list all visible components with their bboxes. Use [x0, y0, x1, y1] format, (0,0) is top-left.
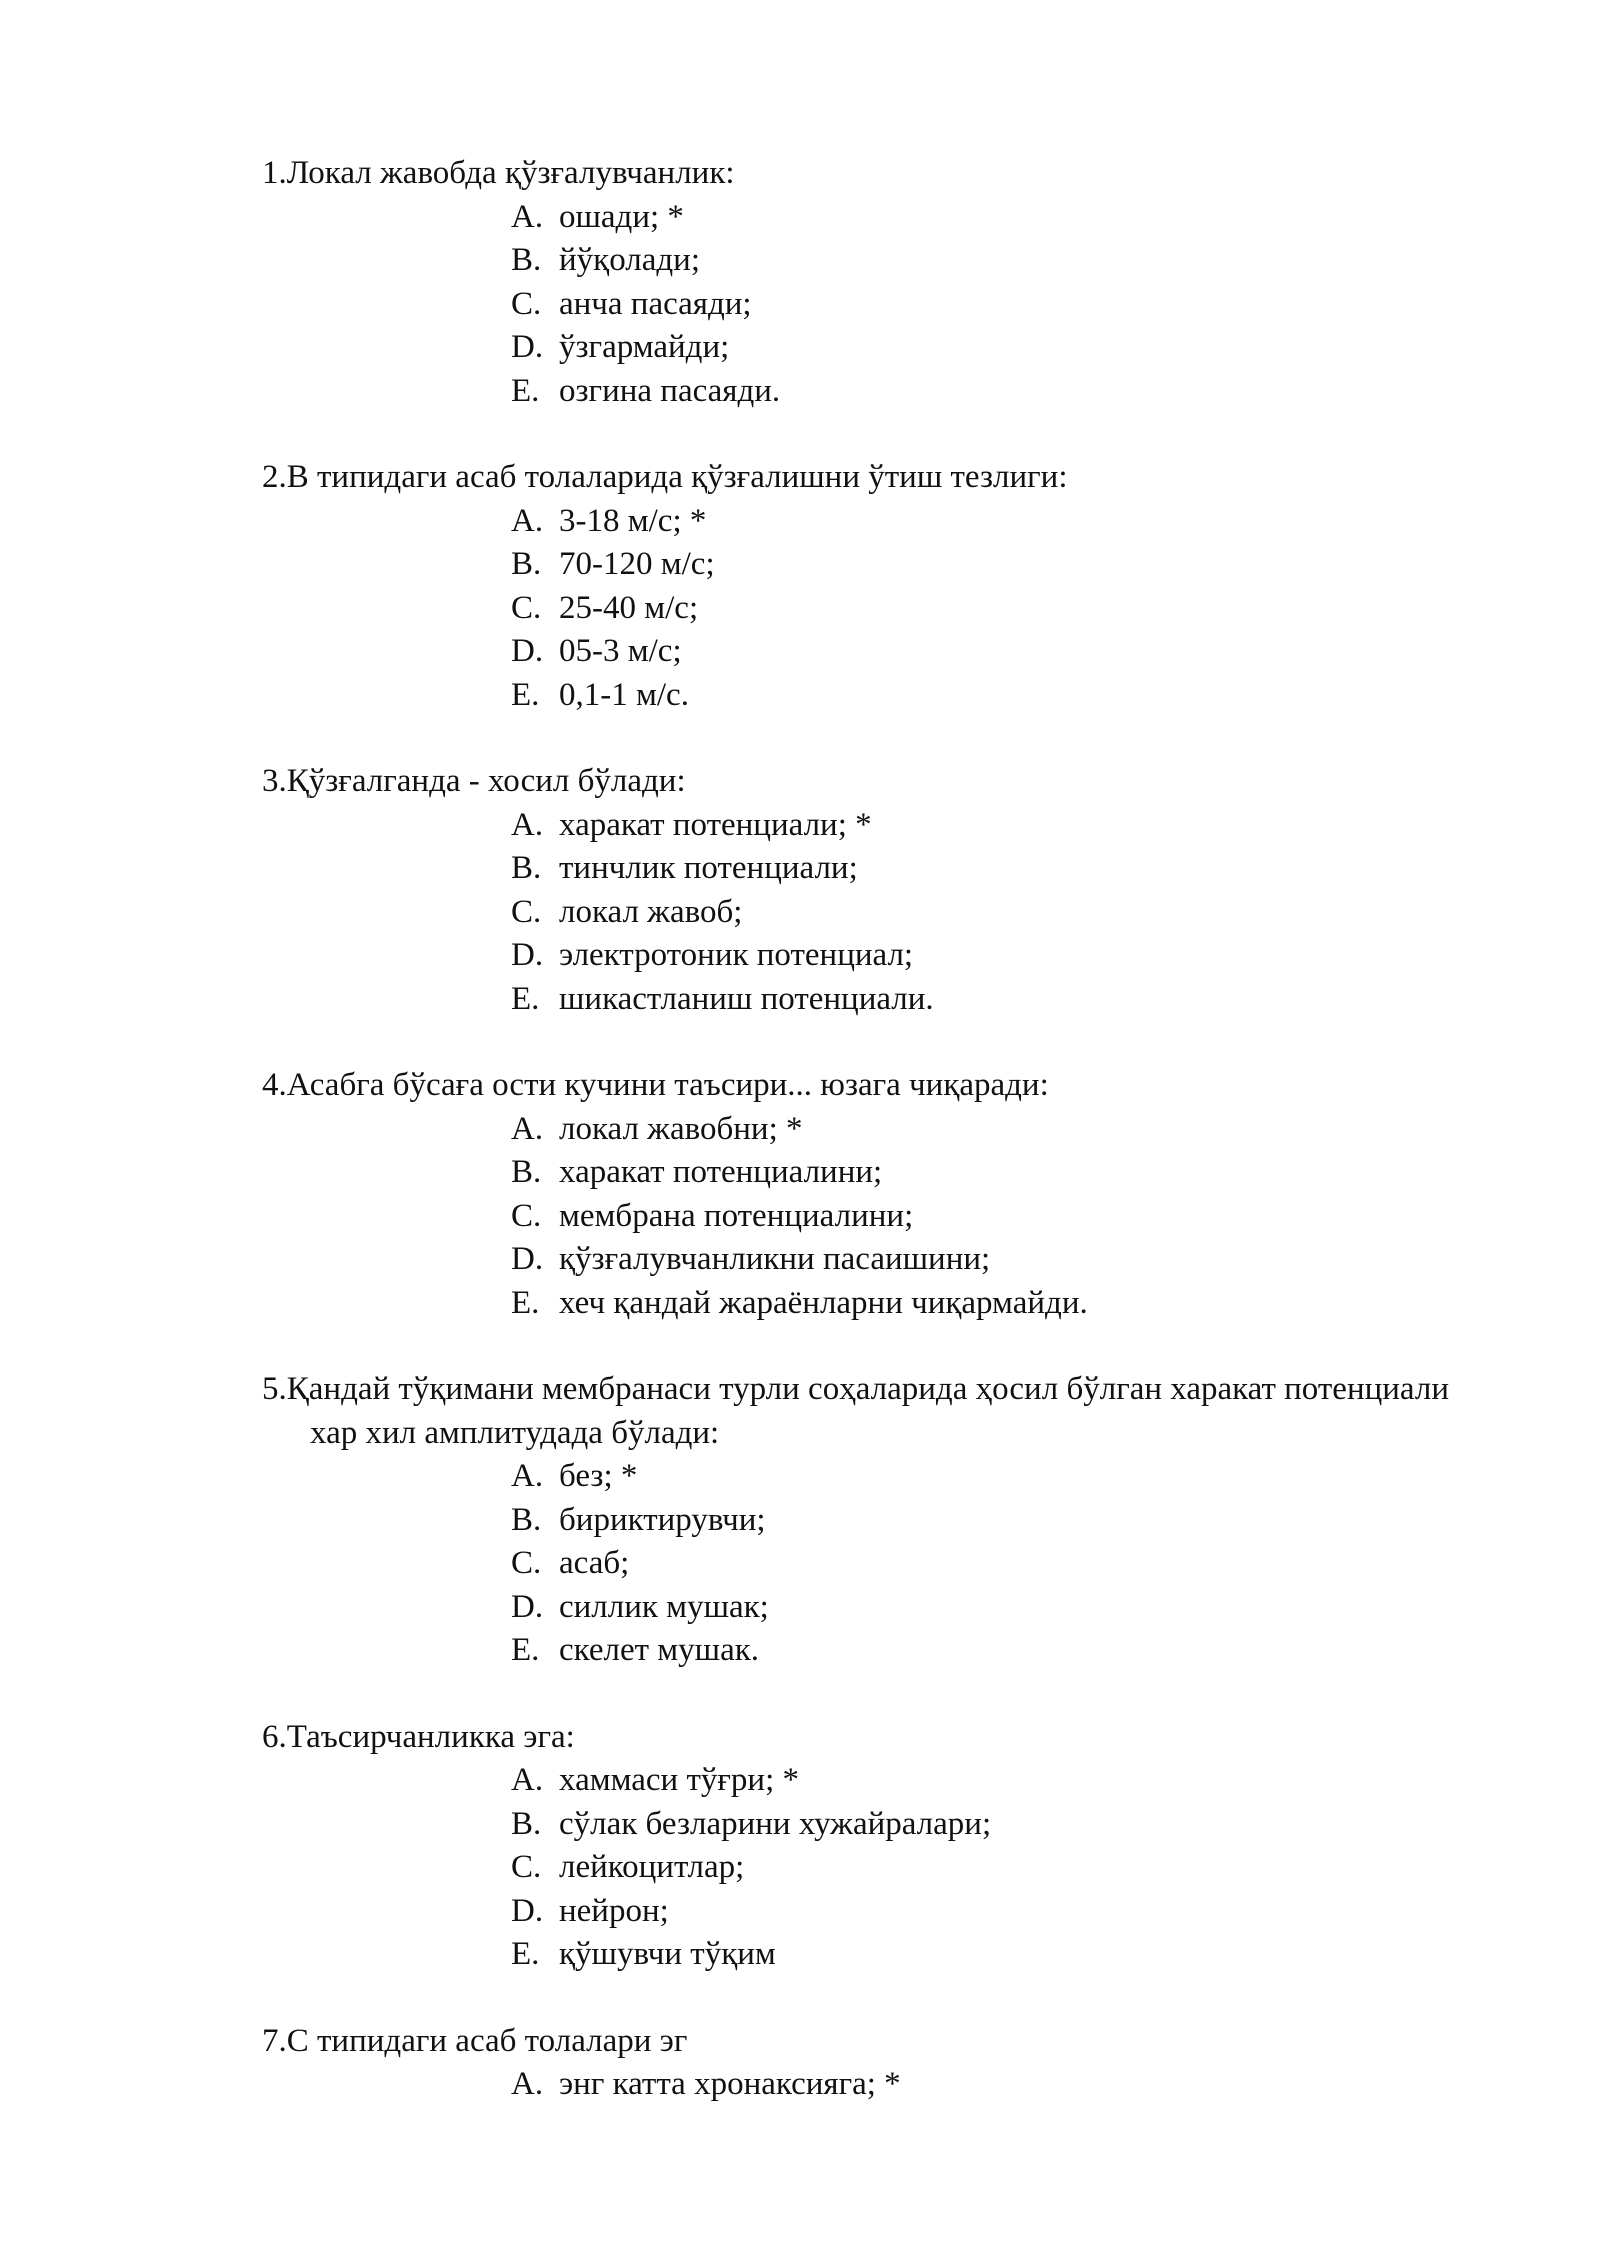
- answer-option: [511, 196, 1462, 240]
- option-letter: D.: [511, 1588, 544, 1625]
- question-block: [262, 1064, 1462, 1325]
- answer-option: [511, 1195, 1462, 1239]
- option-letter: E.: [511, 980, 540, 1017]
- option-text: озгина пасаяди.: [559, 372, 781, 409]
- answer-option: [511, 934, 1462, 978]
- answer-options: [262, 196, 1462, 414]
- answer-options: [262, 804, 1462, 1022]
- option-text: тинчлик потенциали;: [559, 850, 858, 886]
- option-letter: B.: [511, 850, 542, 886]
- answer-option: [511, 630, 1462, 674]
- option-letter: A.: [511, 1110, 544, 1147]
- option-text: харакат потенциалини;: [559, 1154, 883, 1190]
- option-text: сўлак безларини хужайралари;: [559, 1805, 992, 1842]
- option-text: ошади; *: [559, 198, 684, 235]
- answer-option: [511, 1586, 1462, 1630]
- question-text: 7.С типидаги асаб толалари эг: [262, 2022, 688, 2059]
- option-text: электротоник потенциал;: [559, 937, 914, 973]
- option-text: без; *: [559, 1458, 638, 1494]
- option-letter: E.: [511, 1632, 540, 1668]
- answer-option: [511, 1933, 1462, 1977]
- question-text: 6.Таъсирчанликка эга:: [262, 1718, 575, 1755]
- option-letter: E.: [511, 372, 540, 409]
- answer-option: [511, 1542, 1462, 1586]
- option-text: харакат потенциали; *: [559, 806, 872, 843]
- answer-option: [511, 891, 1462, 935]
- option-text: асаб;: [559, 1545, 630, 1581]
- question-text: 1.Локал жавобда қўзғалувчанлик:: [262, 155, 735, 191]
- option-letter: B.: [511, 1501, 542, 1538]
- question-block: [262, 152, 1462, 413]
- option-letter: E.: [511, 676, 540, 713]
- option-text: локал жавобни; *: [559, 1110, 803, 1147]
- answer-option: [511, 804, 1462, 848]
- option-text: 3-18 м/с; *: [559, 502, 707, 539]
- option-text: 25-40 м/с;: [559, 589, 699, 626]
- option-letter: C.: [511, 893, 542, 930]
- option-letter: B.: [511, 546, 542, 582]
- answer-option: [511, 1890, 1462, 1934]
- answer-option: [511, 1282, 1462, 1326]
- question-text: 4.Асабга бўсаға ости кучини таъсири... юзага чиқаради:: [262, 1067, 1049, 1103]
- option-letter: A.: [511, 806, 544, 843]
- answer-options: [262, 500, 1462, 718]
- option-letter: C.: [511, 589, 542, 626]
- answer-option: [511, 543, 1462, 587]
- option-text: нейрон;: [559, 1892, 669, 1929]
- answer-option: [511, 1151, 1462, 1195]
- option-text: хаммаси тўғри; *: [559, 1762, 799, 1798]
- option-text: 05-3 м/с;: [559, 633, 682, 669]
- question-text: 3.Қўзғалганда - хосил бўлади:: [262, 763, 686, 799]
- option-text: силлик мушак;: [559, 1588, 769, 1625]
- answer-option: [511, 1455, 1462, 1499]
- option-letter: D.: [511, 633, 544, 669]
- option-letter: E.: [511, 1936, 540, 1972]
- question-block: [262, 760, 1462, 1021]
- answer-option: [511, 587, 1462, 631]
- answer-option: [511, 1238, 1462, 1282]
- option-letter: A.: [511, 1458, 544, 1494]
- option-letter: C.: [511, 1545, 542, 1581]
- option-letter: C.: [511, 1849, 542, 1885]
- option-text: лейкоцитлар;: [559, 1849, 745, 1885]
- answer-option: [511, 1499, 1462, 1543]
- answer-option: [511, 978, 1462, 1022]
- answer-option: [511, 370, 1462, 414]
- answer-option: [511, 1846, 1462, 1890]
- question-block: [262, 1368, 1462, 1673]
- option-letter: A.: [511, 2066, 544, 2102]
- option-letter: D.: [511, 1241, 544, 1277]
- answer-option: [511, 500, 1462, 544]
- answer-option: [511, 1759, 1462, 1803]
- option-letter: B.: [511, 242, 542, 278]
- answer-option: [511, 326, 1462, 370]
- answer-option: [511, 239, 1462, 283]
- answer-option: [511, 847, 1462, 891]
- option-letter: C.: [511, 1197, 542, 1234]
- option-text: йўқолади;: [559, 242, 700, 278]
- answer-option: [511, 674, 1462, 718]
- option-letter: A.: [511, 198, 544, 235]
- question-list: [262, 152, 1462, 2150]
- option-text: қўзғалувчанликни пасаишини;: [559, 1241, 991, 1277]
- option-letter: B.: [511, 1154, 542, 1190]
- option-text: хеч қандай жараёнларни чиқармайди.: [559, 1284, 1088, 1321]
- question-text: 2.В типидаги асаб толаларида қўзғалишни ўтиш тезлиги:: [262, 459, 1068, 495]
- option-text: қўшувчи тўқим: [559, 1936, 776, 1972]
- option-letter: D.: [511, 1892, 544, 1929]
- question-block: [262, 2020, 1462, 2107]
- question-block: [262, 456, 1462, 717]
- option-letter: D.: [511, 329, 544, 365]
- option-text: 0,1-1 м/с.: [559, 676, 689, 713]
- option-text: ўзгармайди;: [559, 329, 730, 365]
- answer-option: [511, 283, 1462, 327]
- option-text: анча пасаяди;: [559, 285, 752, 322]
- option-text: мембрана потенциалини;: [559, 1197, 914, 1234]
- answer-option: [511, 1803, 1462, 1847]
- answer-option: [511, 1108, 1462, 1152]
- option-text: скелет мушак.: [559, 1632, 760, 1668]
- answer-options: [262, 1455, 1462, 1673]
- question-block: [262, 1716, 1462, 1977]
- answer-options: [262, 1759, 1462, 1977]
- answer-option: [511, 2063, 1462, 2107]
- option-letter: B.: [511, 1805, 542, 1842]
- answer-options: [262, 2063, 1462, 2107]
- option-letter: C.: [511, 285, 542, 322]
- option-text: шикастланиш потенциали.: [559, 980, 934, 1017]
- option-letter: D.: [511, 937, 544, 973]
- option-letter: A.: [511, 1762, 544, 1798]
- option-text: бириктирувчи;: [559, 1501, 766, 1538]
- option-text: энг катта хронаксияга; *: [559, 2066, 901, 2102]
- answer-option: [511, 1629, 1462, 1673]
- answer-options: [262, 1108, 1462, 1326]
- option-letter: E.: [511, 1284, 540, 1321]
- option-text: локал жавоб;: [559, 893, 743, 930]
- option-letter: A.: [511, 502, 544, 539]
- option-text: 70-120 м/с;: [559, 546, 715, 582]
- question-text: 5.Қандай тўқимани мембранаси турли соҳаларида ҳосил бўлган харакат потенциали хар хил амплитудада бўлади:: [262, 1371, 1449, 1451]
